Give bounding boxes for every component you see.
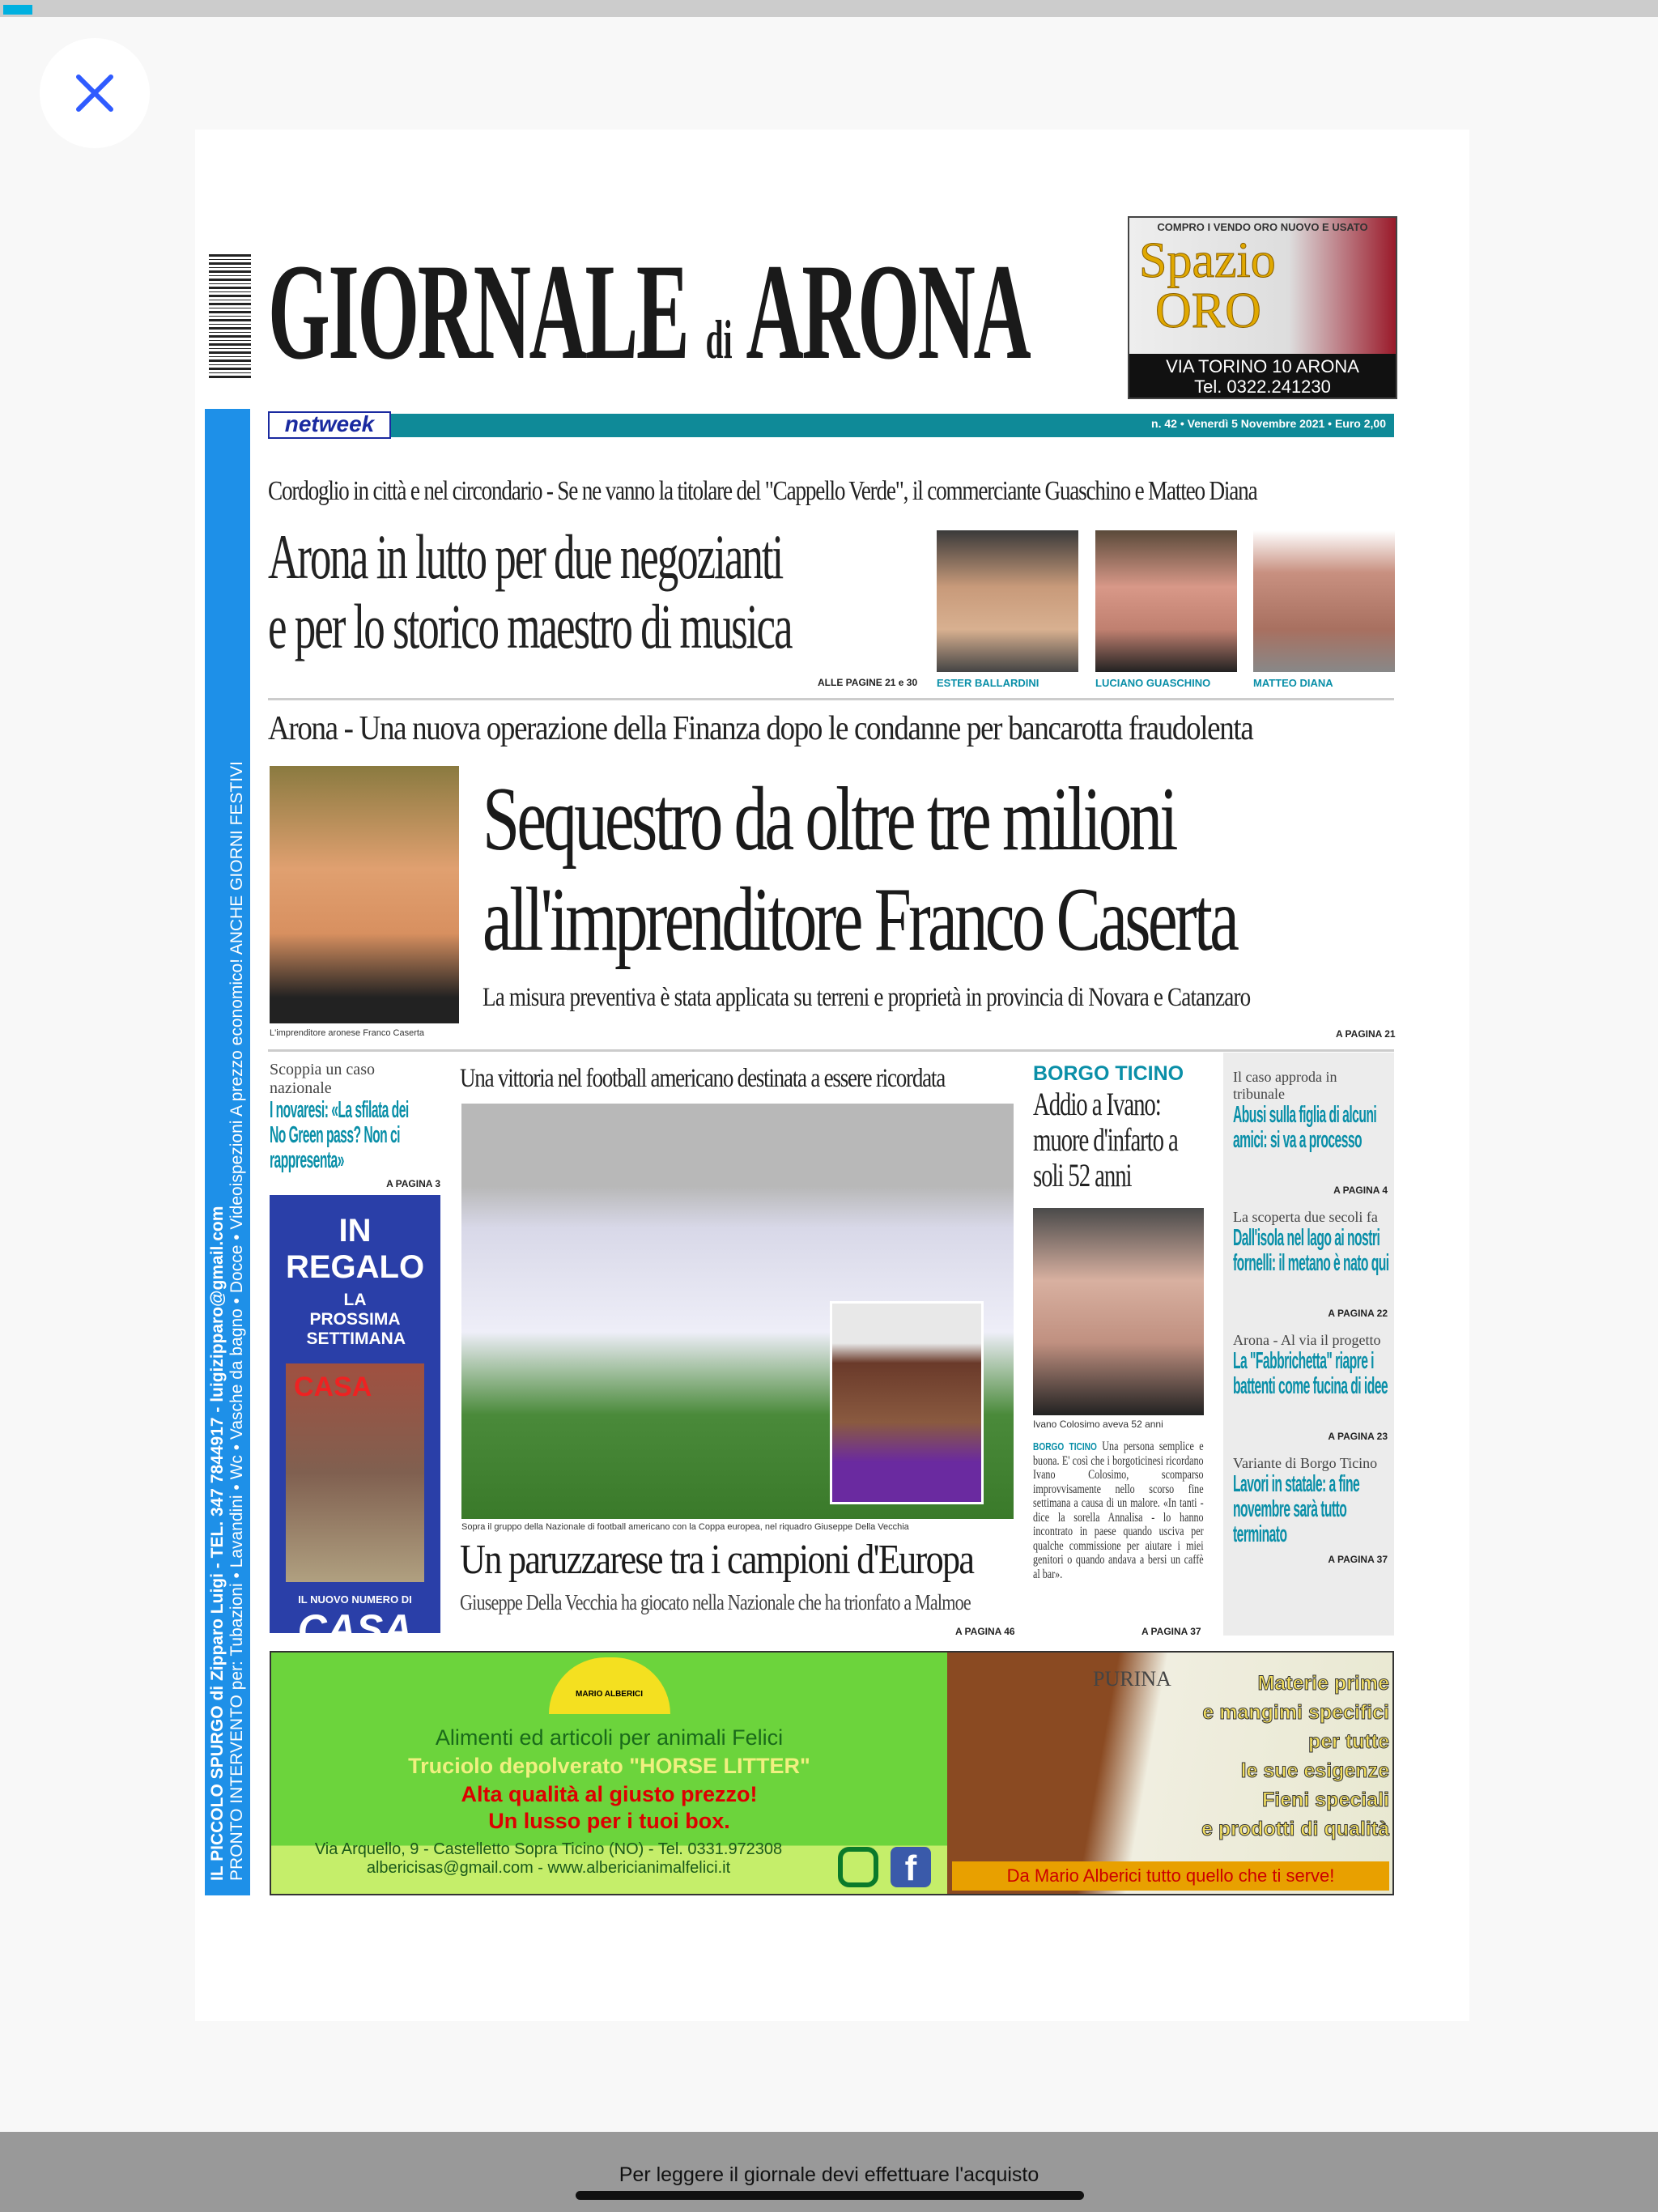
purina-logo: PURINA: [1093, 1667, 1171, 1691]
ad-spazio-oro: [1128, 216, 1397, 399]
portrait-photo: [1253, 530, 1395, 672]
divider: [268, 1049, 1394, 1052]
ad-footer: Da Mario Alberici tutto quello che ti serve!: [952, 1861, 1389, 1891]
col3-body: BORGO TICINO Una persona semplice e buona. E' così che i borgoticinesi ricordano Ivano Colosimo, scomparso improvvisamente nello scorso fine settimana a causa di un malore. «In tanti - dice la sorella Annalisa - lo hanno incontrato in paese quando usciva per qualche commissione per aiutare i miei genitori o quando andava a bersi un caffè al bar».: [1033, 1440, 1204, 1581]
ad-right-text: Materie prime e mangimi specifici per tutte le sue esigenze Fieni speciali e prodotti di qualità: [1201, 1672, 1389, 1840]
portrait-caption: LUCIANO GUASCHINO: [1095, 677, 1211, 689]
issue-bar: [268, 414, 1394, 437]
photo-caption: Ivano Colosimo aveva 52 anni: [1033, 1419, 1163, 1430]
col3-kicker: BORGO TICINO: [1033, 1062, 1184, 1085]
inset-photo: [830, 1301, 984, 1504]
portrait-caption: MATTEO DIANA: [1253, 677, 1333, 689]
portrait-caption: ESTER BALLARDINI: [937, 677, 1039, 689]
photo-caption: Sopra il gruppo della Nazionale di football americano con la Coppa europea, nel riquadro Giuseppe Della Vecchia: [461, 1522, 909, 1532]
brief-item[interactable]: Arona - Al via il progetto La "Fabbrichetta" riapre i battenti come fucina di idee A PAGINA 23: [1233, 1332, 1388, 1442]
facebook-icon[interactable]: f: [891, 1847, 931, 1887]
masthead-title: GIORNALE di ARONA: [268, 236, 1030, 388]
sidebar-ad: IL PICCOLO SPURGO di Zipparo Luigi - TEL. 347 7844917 - luigizipparo@gmail.com PRONTO INTERVENTO per: Tubazioni • Lavandini • Wc • Vasche da bagno • Docce • Videoispezioni A prezzo economico! ANCHE GIORNI FESTIVI: [205, 409, 250, 1895]
story2-subtitle: La misura preventiva è stata applicata su terreni e proprietà in provincia di Novara e Catanzaro: [483, 983, 1251, 1012]
page-ref: A PAGINA 3: [386, 1178, 440, 1189]
ad-text: COMPRO I VENDO ORO NUOVO E USATO: [1157, 221, 1368, 233]
brief-item[interactable]: Il caso approda in tribunale Abusi sulla figlia di alcuni amici: si va a processo A PAGINA 4: [1233, 1069, 1388, 1196]
divider: [268, 698, 1394, 700]
close-button[interactable]: [40, 38, 150, 148]
brief-item[interactable]: La scoperta due secoli fa Dall'isola nel lago ai nostri fornelli: il metano è nato qui A PAGINA 22: [1233, 1209, 1389, 1319]
story1-headline: Arona in lutto per due negozianti e per lo storico maestro di musica: [268, 521, 792, 661]
brief-item[interactable]: Variante di Borgo Ticino Lavori in statale: a fine novembre sarà tutto terminato A PAGINA 37: [1233, 1455, 1388, 1565]
caserta-photo: [270, 766, 459, 1023]
col1-brief: [270, 1061, 440, 1189]
col1-kicker: Scoppia un caso nazionale: [270, 1061, 375, 1097]
purchase-notice[interactable]: Per leggere il giornale devi effettuare l'acquisto: [619, 2163, 1039, 2186]
col2-subtitle: Giuseppe Della Vecchia ha giocato nella Nazionale che ha trionfato a Malmoe: [460, 1590, 971, 1614]
portrait-photo: [1095, 530, 1237, 672]
netweek-logo: netweek: [268, 411, 391, 439]
ivano-photo: [1033, 1208, 1204, 1415]
ad-brand: Spazio ORO: [1139, 233, 1276, 338]
story1-kicker: Cordoglio in città e nel circondario - Se ne vanno la titolare del "Cappello Verde", il commerciante Guaschino e Matteo Diana: [268, 476, 1257, 506]
photo-caption: L'imprenditore aronese Franco Caserta: [270, 1028, 425, 1038]
instagram-icon[interactable]: [838, 1847, 878, 1887]
close-icon: [76, 74, 113, 112]
story2-kicker: Arona - Una nuova operazione della Finanza dopo le condanne per bancarotta fraudolenta: [268, 710, 1253, 747]
top-progress-track: [0, 0, 1658, 17]
promo-casa: IN REGALO LA PROSSIMA SETTIMANA CASA IL NUOVO NUMERO DI CASA: [270, 1195, 440, 1633]
col2-headline: Un paruzzarese tra i campioni d'Europa: [460, 1537, 974, 1583]
story2-headline: Sequestro da oltre tre milioni all'imprenditore Franco Caserta: [483, 769, 1237, 970]
page-ref: ALLE PAGINE 21 e 30: [818, 677, 918, 688]
col3-headline: Addio a Ivano: muore d'infarto a soli 52 anni: [1033, 1086, 1178, 1193]
ad-address: VIA TORINO 10 ARONA Tel. 0322.241230: [1129, 354, 1396, 398]
page-ref: A PAGINA 21: [1336, 1028, 1396, 1040]
portrait-photo: [937, 530, 1078, 672]
sidebar-briefs: [1223, 1053, 1394, 1636]
barcode: [209, 254, 251, 378]
col1-headline: I novaresi: «La sfilata dei No Green pass? Non ci rappresenta»: [270, 1097, 409, 1173]
issue-info: n. 42 • Venerdì 5 Novembre 2021 • Euro 2,00: [1151, 417, 1386, 430]
col2-kicker: Una vittoria nel football americano destinata a essere ricordata: [460, 1064, 945, 1093]
ad-alberici: MARIO ALBERICI Alimenti ed articoli per animali Felici Truciolo depolverato "HORSE LITTER" Alta qualità al giusto prezzo! Un lusso per i tuoi box. Via Arquello, 9 - Castelletto Sopra Ticino (NO) - Tel. 0331.972308 albericisas@gmail.com - www.albericianimalfelici.it f PURINA Materie prime e mangimi specifici per tutte le sue esigenze Fieni speciali e prodotti di qualità Da Mario Alberici tutto quello che ti serve!: [270, 1651, 1394, 1895]
page-ref: A PAGINA 46: [955, 1626, 1015, 1637]
reading-progress-indicator: [3, 5, 32, 15]
home-indicator[interactable]: [576, 2191, 1084, 2200]
page-ref: A PAGINA 37: [1141, 1626, 1201, 1637]
